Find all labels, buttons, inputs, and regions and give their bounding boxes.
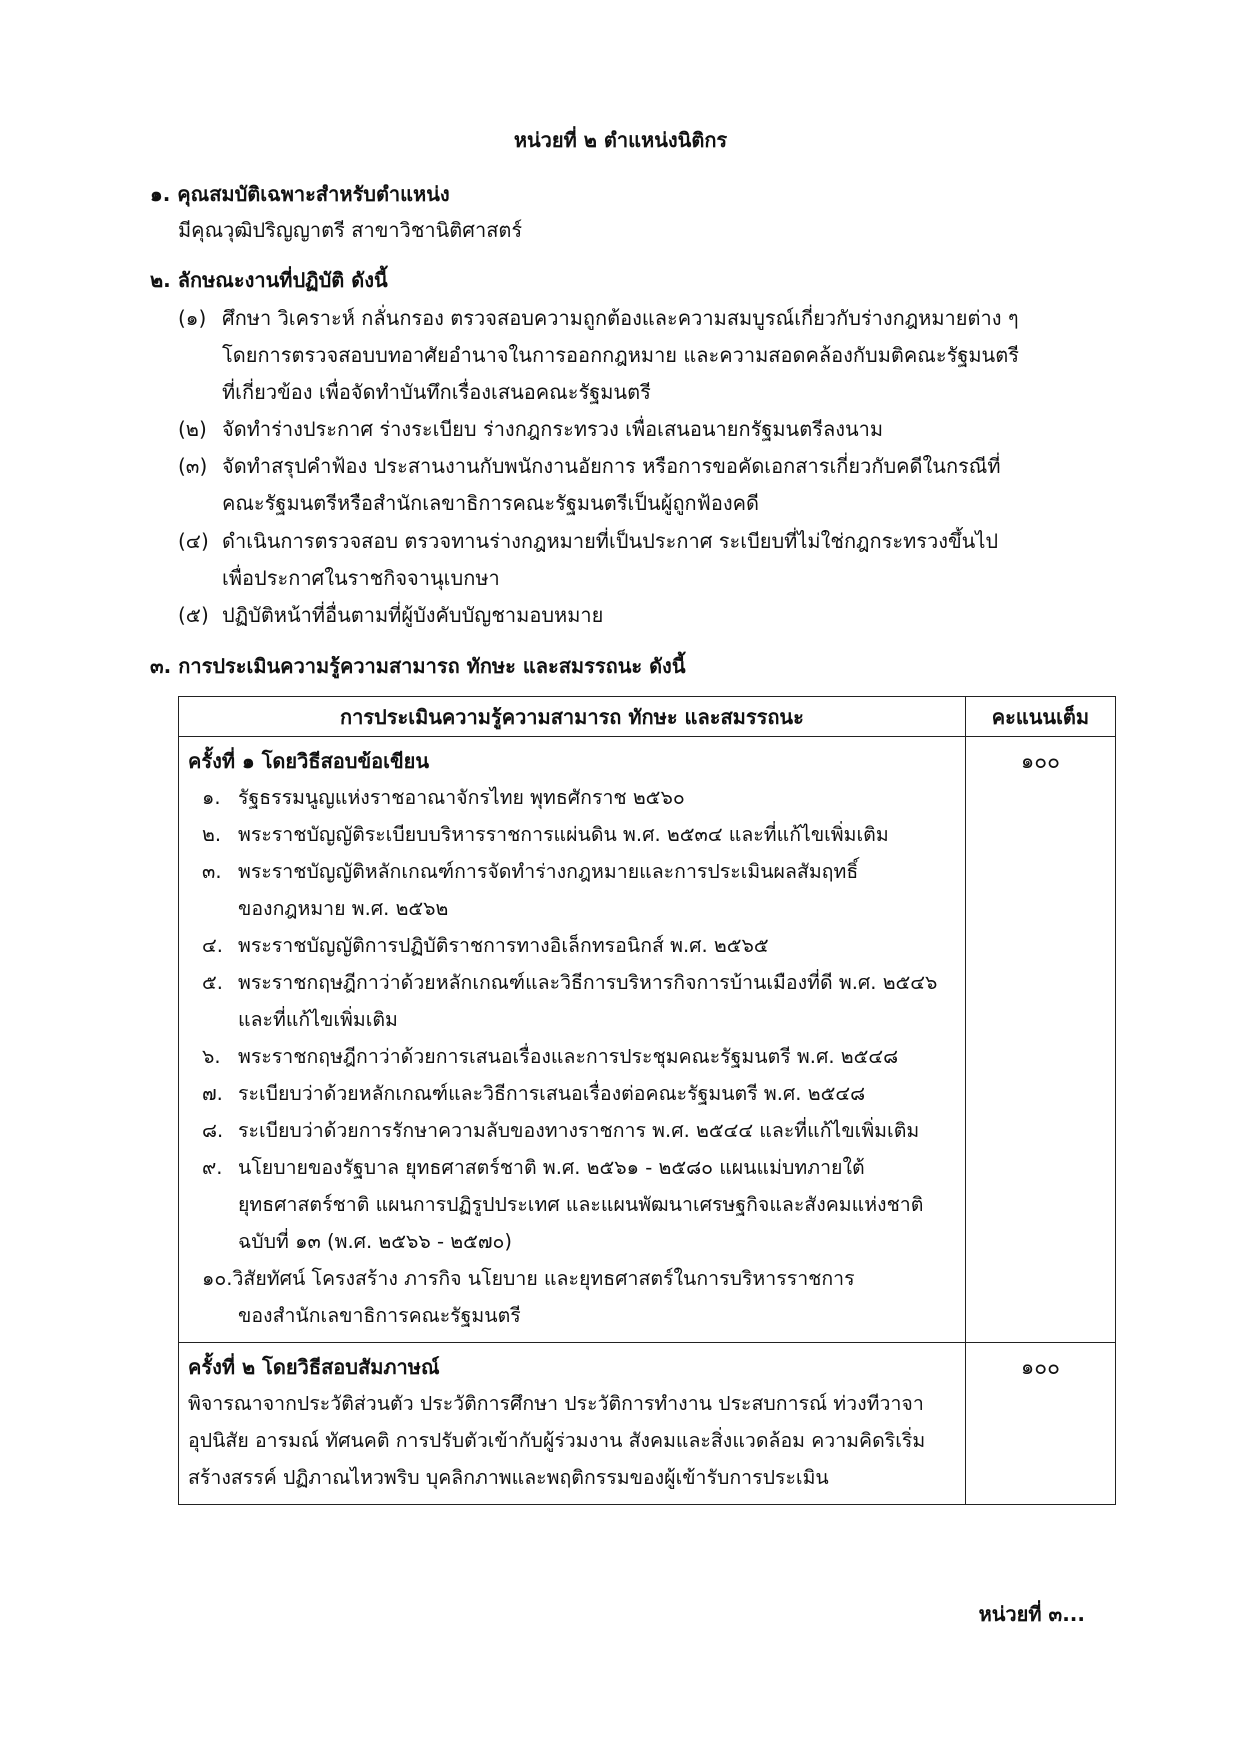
topic-line: พระราชบัญญัติระเบียบบริหารราชการแผ่นดิน พ.ศ. ๒๕๓๔ และที่แก้ไขเพิ่มเติม	[238, 823, 889, 846]
duty-line: เพื่อประกาศในราชกิจจานุเบกษา	[222, 566, 500, 590]
header-assessment: การประเมินความรู้ความสามารถ ทักษะ และสมรรถนะ	[179, 697, 966, 737]
topic-line: ระเบียบว่าด้วยการรักษาความลับของทางราชการ พ.ศ. ๒๕๔๔ และที่แก้ไขเพิ่มเติม	[238, 1119, 920, 1142]
topic-line: ระเบียบว่าด้วยหลักเกณฑ์และวิธีการเสนอเรื่องต่อคณะรัฐมนตรี พ.ศ. ๒๕๔๘	[238, 1082, 866, 1105]
duty-number: (๔)	[178, 529, 209, 553]
interview-criteria-line: พิจารณาจากประวัติส่วนตัว ประวัติการศึกษา ประวัติการทำงาน ประสบการณ์ ท่วงทีวาจา	[188, 1392, 924, 1415]
topic-number: ๖.	[202, 1045, 221, 1068]
round1-topic-list	[188, 779, 957, 1334]
list-item	[202, 1260, 957, 1334]
section1-text: มีคุณวุฒิปริญญาตรี สาขาวิชานิติศาสตร์	[178, 218, 523, 242]
list-item	[202, 1149, 957, 1260]
duty-number: (๓)	[178, 454, 208, 478]
round1-title: ครั้งที่ ๑ โดยวิธีสอบข้อเขียน	[188, 749, 430, 773]
duty-line: โดยการตรวจสอบบทอาศัยอำนาจในการออกกฎหมาย และความสอดคล้องกับมติคณะรัฐมนตรี	[222, 343, 1019, 367]
section3-heading: ๓. การประเมินความรู้ความสามารถ ทักษะ และสมรรถนะ ดังนี้	[150, 654, 686, 678]
duty-line: คณะรัฐมนตรีหรือสำนักเลขาธิการคณะรัฐมนตรีเป็นผู้ถูกฟ้องคดี	[222, 491, 759, 515]
table-header-row	[179, 697, 1116, 737]
round1-score: ๑๐๐	[965, 737, 1115, 1343]
duty-item-1	[178, 300, 1098, 411]
topic-line: รัฐธรรมนูญแห่งราชอาณาจักรไทย พุทธศักราช ๒๕๖๐	[238, 786, 685, 809]
list-item	[202, 1112, 957, 1149]
duty-line: ศึกษา วิเคราะห์ กลั่นกรอง ตรวจสอบความถูกต้องและความสมบูรณ์เกี่ยวกับร่างกฎหมายต่าง ๆ	[222, 306, 1019, 330]
topic-number: ๒.	[202, 823, 222, 846]
interview-criteria-line: อุปนิสัย อารมณ์ ทัศนคติ การปรับตัวเข้ากับผู้ร่วมงาน สังคมและสิ่งแวดล้อม ความคิดริเริ่ม	[188, 1429, 926, 1452]
list-item	[202, 927, 957, 964]
section2-heading: ๒. ลักษณะงานที่ปฏิบัติ ดังนี้	[150, 268, 388, 292]
round2-title: ครั้งที่ ๒ โดยวิธีสอบสัมภาษณ์	[188, 1355, 440, 1379]
duty-item-4	[178, 523, 1098, 597]
topic-line: พระราชบัญญัติหลักเกณฑ์การจัดทำร่างกฎหมายและการประเมินผลสัมฤทธิ์	[238, 860, 859, 883]
duty-number: (๑)	[178, 306, 207, 330]
topic-number: ๘.	[202, 1119, 224, 1142]
duty-line: ที่เกี่ยวข้อง เพื่อจัดทำบันทึกเรื่องเสนอคณะรัฐมนตรี	[222, 380, 651, 404]
duty-item-3	[178, 448, 1098, 522]
duty-line: จัดทำร่างประกาศ ร่างระเบียบ ร่างกฎกระทรวง เพื่อเสนอนายกรัฐมนตรีลงนาม	[222, 417, 884, 441]
assessment-table	[178, 696, 1116, 1505]
list-item	[202, 964, 957, 1038]
next-page-marker: หน่วยที่ ๓...	[978, 1602, 1085, 1626]
topic-line: นโยบายของรัฐบาล ยุทธศาสตร์ชาติ พ.ศ. ๒๕๖๑ - ๒๕๘๐ แผนแม่บทภายใต้	[238, 1156, 865, 1179]
topic-number: ๔.	[202, 934, 223, 957]
topic-line: และที่แก้ไขเพิ่มเติม	[238, 1008, 398, 1031]
topic-line: ยุทธศาสตร์ชาติ แผนการปฏิรูปประเทศ และแผนพัฒนาเศรษฐกิจและสังคมแห่งชาติ	[238, 1193, 924, 1216]
topic-number: ๗.	[202, 1082, 223, 1105]
duty-number: (๕)	[178, 603, 209, 627]
topic-number: ๕.	[202, 971, 223, 994]
list-item	[202, 853, 957, 927]
duty-line: จัดทำสรุปคำฟ้อง ประสานงานกับพนักงานอัยการ หรือการขอคัดเอกสารเกี่ยวกับคดีในกรณีที่	[222, 454, 1001, 478]
topic-line: พระราชกฤษฎีกาว่าด้วยหลักเกณฑ์และวิธีการบริหารกิจการบ้านเมืองที่ดี พ.ศ. ๒๕๔๖	[238, 971, 938, 994]
topic-line: ๑๐.วิสัยทัศน์ โครงสร้าง ภารกิจ นโยบาย และยุทธศาสตร์ในการบริหารราชการ	[202, 1267, 855, 1290]
table-row	[179, 1343, 1116, 1505]
duty-line: ดำเนินการตรวจสอบ ตรวจทานร่างกฎหมายที่เป็นประกาศ ระเบียบที่ไม่ใช่กฎกระทรวงขึ้นไป	[222, 529, 999, 553]
round2-score: ๑๐๐	[965, 1343, 1115, 1505]
list-item	[202, 1038, 957, 1075]
duty-line: ปฏิบัติหน้าที่อื่นตามที่ผู้บังคับบัญชามอบหมาย	[222, 603, 604, 627]
page-title: หน่วยที่ ๒ ตำแหน่งนิติกร	[513, 128, 728, 152]
table-row	[179, 737, 1116, 1343]
header-full-score: คะแนนเต็ม	[965, 697, 1115, 737]
round2-cell	[179, 1343, 966, 1505]
topic-number: ๓.	[202, 860, 222, 883]
duty-item-2	[178, 411, 1098, 448]
topic-line: พระราชกฤษฎีกาว่าด้วยการเสนอเรื่องและการประชุมคณะรัฐมนตรี พ.ศ. ๒๕๔๘	[238, 1045, 899, 1068]
interview-criteria-line: สร้างสรรค์ ปฏิภาณไหวพริบ บุคลิกภาพและพฤติกรรมของผู้เข้ารับการประเมิน	[188, 1466, 829, 1489]
round1-cell	[179, 737, 966, 1343]
duty-number: (๒)	[178, 417, 207, 441]
section1-heading: ๑. คุณสมบัติเฉพาะสำหรับตำแหน่ง	[150, 182, 450, 206]
topic-line: ของกฎหมาย พ.ศ. ๒๕๖๒	[238, 897, 449, 920]
topic-number: ๑.	[202, 786, 221, 809]
list-item	[202, 1075, 957, 1112]
topic-line: พระราชบัญญัติการปฏิบัติราชการทางอิเล็กทรอนิกส์ พ.ศ. ๒๕๖๕	[238, 934, 769, 957]
topic-number: ๙.	[202, 1156, 223, 1179]
topic-line: ของสำนักเลขาธิการคณะรัฐมนตรี	[238, 1304, 521, 1327]
list-item	[202, 816, 957, 853]
topic-line: ฉบับที่ ๑๓ (พ.ศ. ๒๕๖๖ - ๒๕๗๐)	[238, 1230, 513, 1253]
duty-item-5	[178, 597, 1098, 634]
list-item	[202, 779, 957, 816]
